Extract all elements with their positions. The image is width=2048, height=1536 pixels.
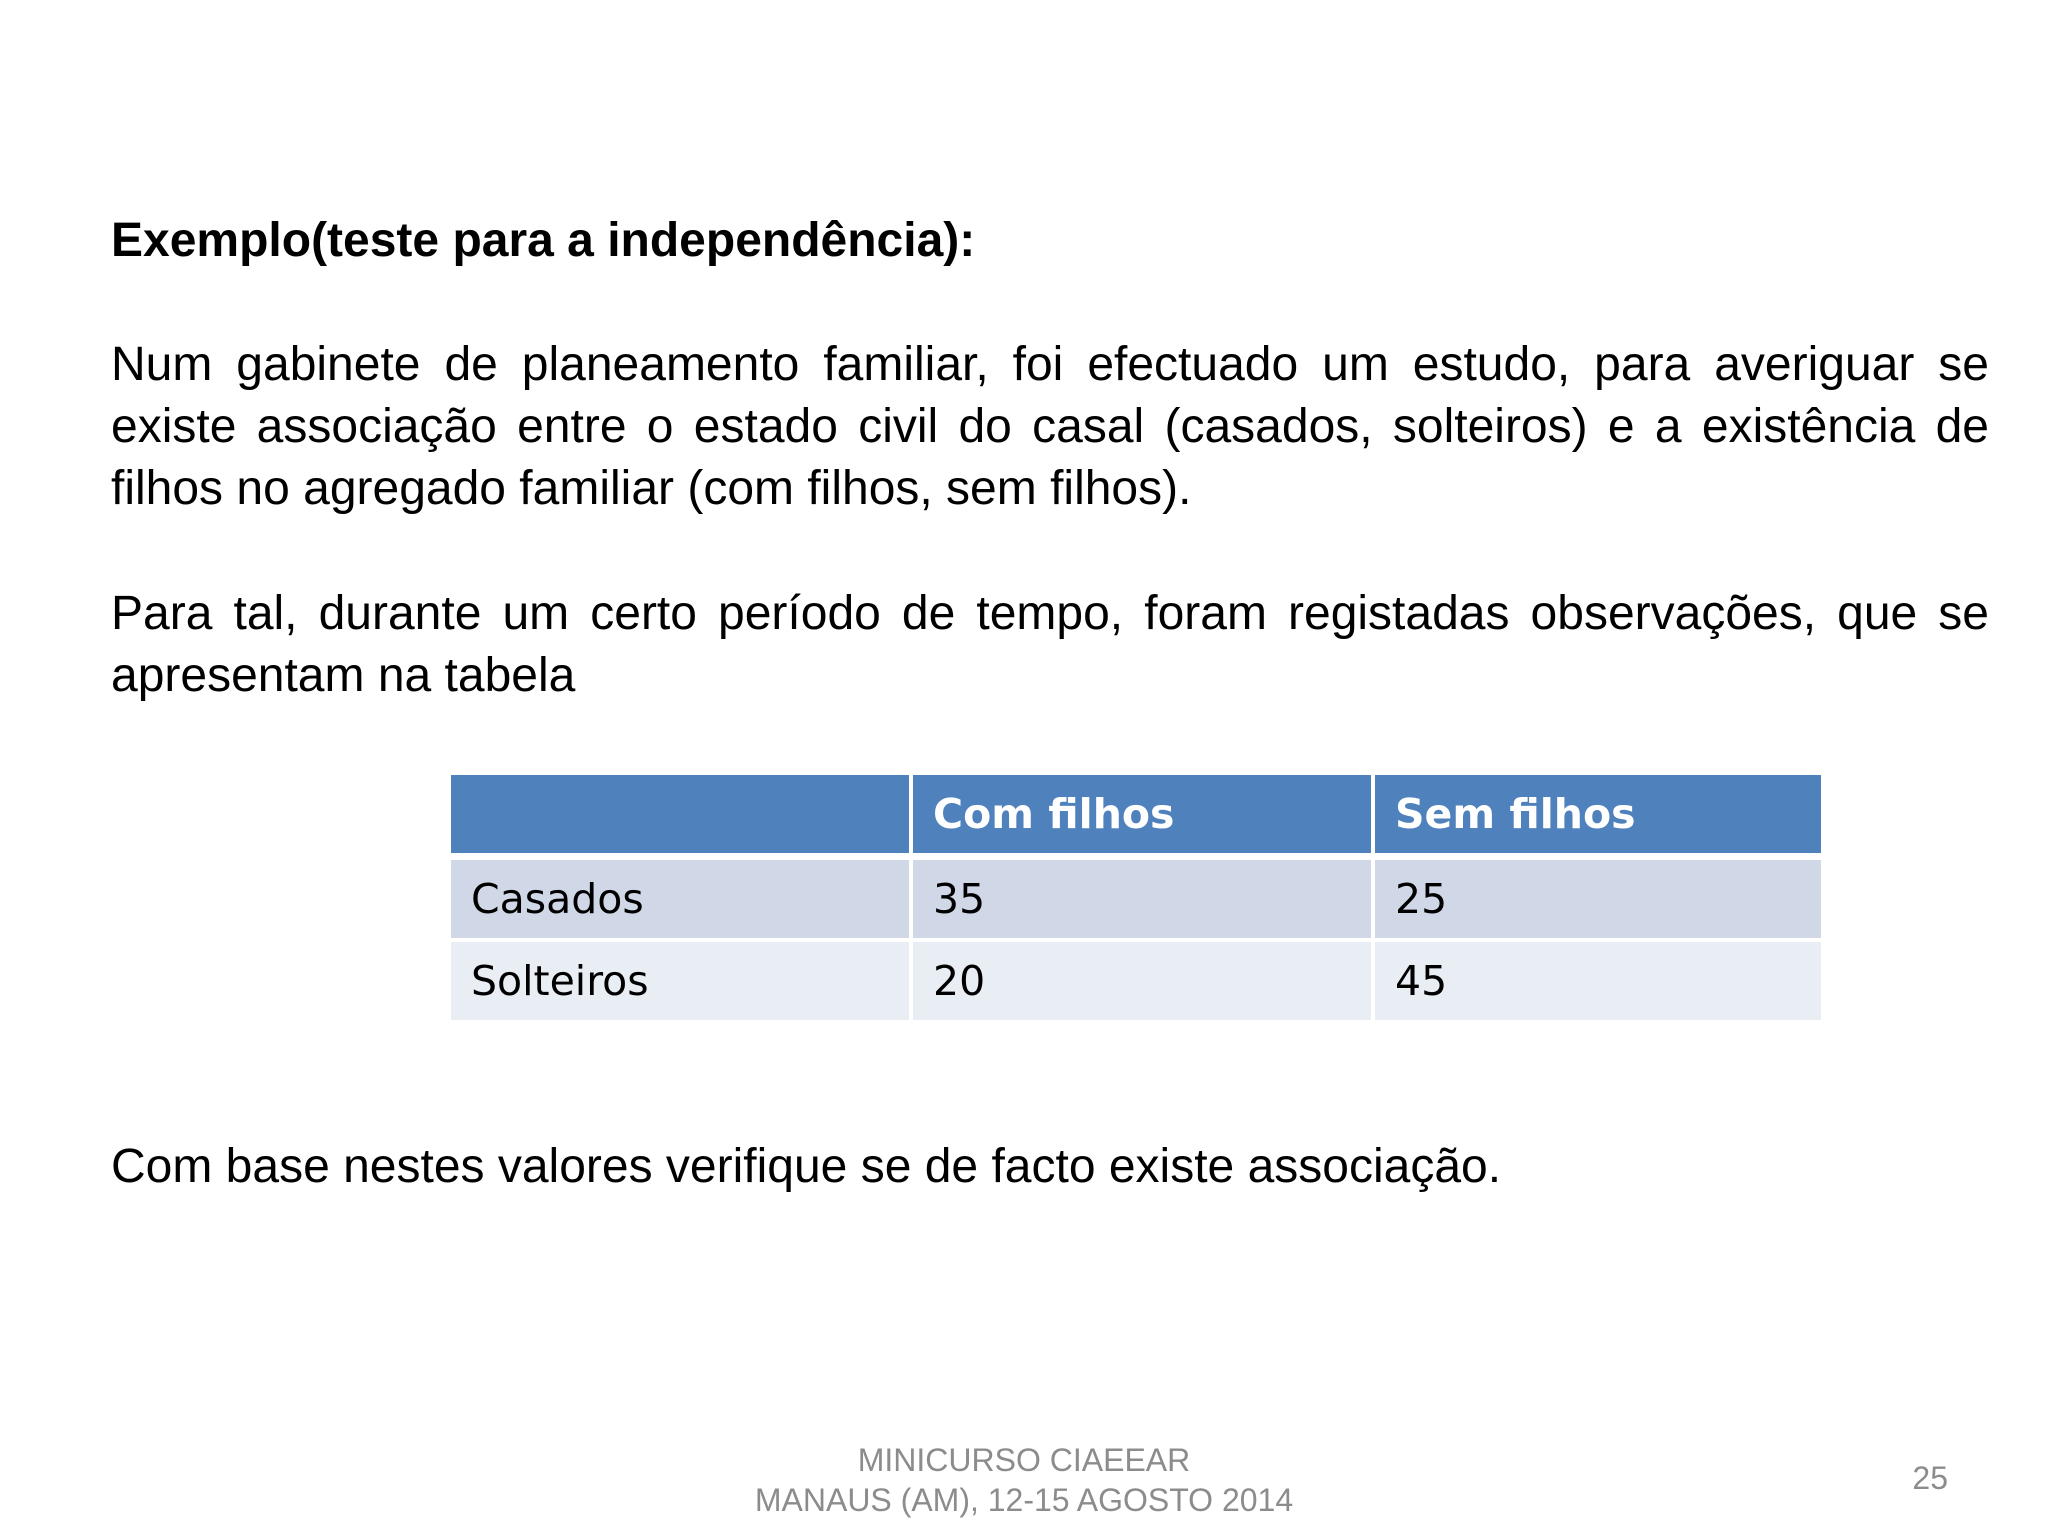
page-number: 25 xyxy=(1912,1460,1948,1496)
table-header-row xyxy=(449,773,1823,857)
table-row xyxy=(449,940,1823,1022)
question-text: Com base nestes valores verifique se de facto existe associação. xyxy=(111,1140,1502,1193)
table-header-sem-filhos: Sem filhos xyxy=(1373,773,1823,857)
footer-course-name: MINICURSO CIAEEAR xyxy=(857,1442,1191,1478)
table-cell: 25 xyxy=(1373,857,1823,941)
contingency-table xyxy=(447,771,1825,1024)
table-cell: 35 xyxy=(911,857,1373,941)
table-row xyxy=(449,857,1823,941)
observation-description: Para tal, durante um certo período de tempo, foram registadas observações, que se apresentam na tabela xyxy=(111,587,1989,702)
problem-statement: Num gabinete de planeamento familiar, foi efectuado um estudo, para averiguar se existe associação entre o estado civil do casal (casados, solteiros) e a existência de filhos no agregado familiar (com filhos, sem filhos). xyxy=(111,338,1989,515)
table-cell: 20 xyxy=(911,940,1373,1022)
table-cell: 45 xyxy=(1373,940,1823,1022)
slide-footer xyxy=(0,1440,2048,1520)
table-header-com-filhos: Com filhos xyxy=(911,773,1373,857)
table-row-label: Solteiros xyxy=(449,940,911,1022)
table-row-label: Casados xyxy=(449,857,911,941)
slide-title: Exemplo(teste para a independência): xyxy=(111,214,976,267)
footer-location-date: MANAUS (AM), 12-15 AGOSTO 2014 xyxy=(754,1482,1294,1518)
table-header-corner xyxy=(449,773,911,857)
